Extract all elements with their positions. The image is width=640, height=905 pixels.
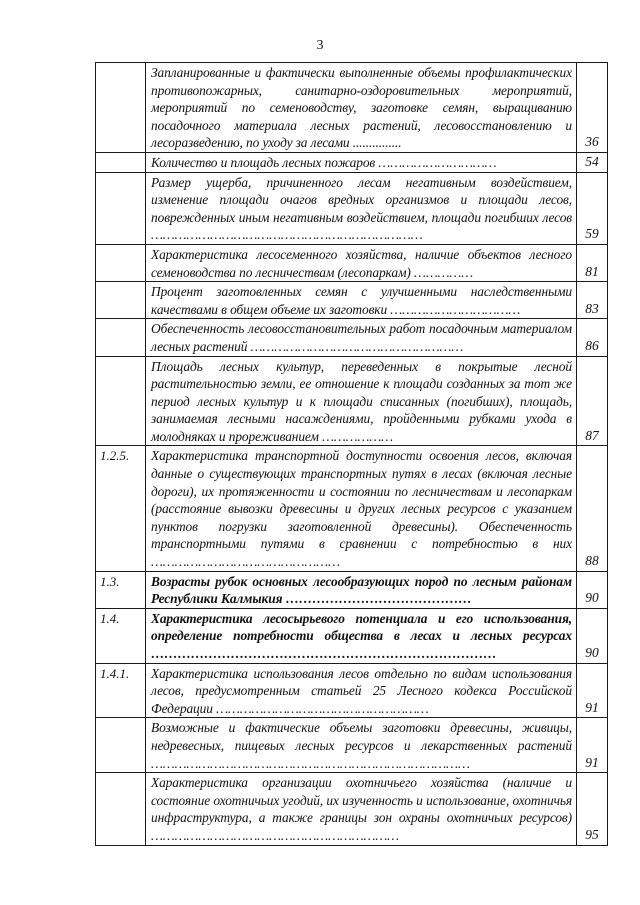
section-title: Площадь лесных культур, переведенных в покрытые лесной растительностью земли, ее отношение к площади созданных за тот же период лесных культур и к площади списанных (погибших), площадь, занимаемая лесными насаждениями, пройденными рубками ухода в молодняках и прореживанием ……………… (146, 356, 577, 446)
section-title: Возрасты рубок основных лесообразующих пород по лесным районам Республики Калмыкия …………………………………… (146, 571, 577, 608)
section-number (96, 773, 146, 845)
toc-row (96, 446, 608, 571)
page-ref: 54 (577, 152, 608, 172)
toc-row (96, 773, 608, 845)
section-number (96, 63, 146, 153)
section-number (96, 718, 146, 773)
toc-row (96, 718, 608, 773)
page-ref: 95 (577, 773, 608, 845)
page-ref: 86 (577, 319, 608, 356)
section-number: 1.4.1. (96, 663, 146, 718)
toc-row (96, 608, 608, 663)
page-ref: 81 (577, 244, 608, 281)
table-of-contents (95, 62, 608, 846)
section-title: Характеристика организации охотничьего хозяйства (наличие и состояние охотничьих угодий, их изученность и использование, охотничья инфраструктура, а также границы зон охраны охотничьих ресурсов) ……………………………………………………… (146, 773, 577, 845)
page-ref: 90 (577, 608, 608, 663)
toc-row (96, 319, 608, 356)
section-number (96, 356, 146, 446)
section-number: 1.4. (96, 608, 146, 663)
section-title: Характеристика транспортной доступности освоения лесов, включая данные о существующих транспортных путях в лесах (включая лесные дороги), их протяженности и состоянии по лесничествам и лесопаркам (расстояние вывозки древесины и других лесных ресурсов с указанием пунктов погрузки заготовленной древесины). Обеспеченность транспортными путями в сравнении с потребностью в них ………………………………………… (146, 446, 577, 571)
toc-row (96, 152, 608, 172)
section-title: Характеристика лесосырьевого потенциала и его использования, определение потребности общества в лесах и лесных ресурсах …………………………………………………………………… (146, 608, 577, 663)
section-title: Обеспеченность лесовосстановительных работ посадочным материалом лесных растений ……………………………………………… (146, 319, 577, 356)
section-title: Количество и площадь лесных пожаров ………………………… (146, 152, 577, 172)
page-ref: 59 (577, 172, 608, 244)
page-ref: 91 (577, 663, 608, 718)
section-title: Характеристика использования лесов отдельно по видам использования лесов, предусмотренным статьей 25 Лесного кодекса Российской Федерации ……………………………………………… (146, 663, 577, 718)
page-ref: 90 (577, 571, 608, 608)
section-number (96, 172, 146, 244)
page-ref: 36 (577, 63, 608, 153)
section-number: 1.3. (96, 571, 146, 608)
page-ref: 91 (577, 718, 608, 773)
toc-row (96, 282, 608, 319)
section-title: Процент заготовленных семян с улучшенными наследственными качествами в общем объеме их заготовки …………………………… (146, 282, 577, 319)
page-number: 3 (316, 38, 324, 53)
section-number (96, 319, 146, 356)
toc-row (96, 663, 608, 718)
toc-row (96, 172, 608, 244)
page-ref: 83 (577, 282, 608, 319)
page-ref: 87 (577, 356, 608, 446)
section-title: Размер ущерба, причиненного лесам негативным воздействием, изменение площади очагов вредных организмов и площади лесов, поврежденных иным негативным воздействием, площади погибших лесов …………………………………………………………… (146, 172, 577, 244)
section-title: Запланированные и фактически выполненные объемы профилактических противопожарных, санитарно-оздоровительных мероприятий, мероприятий по семеноводству, заготовке семян, выращиванию посадочного материала лесных растений, лесовосстановлению и лесоразведению, по уходу за лесами ............... (146, 63, 577, 153)
toc-row (96, 63, 608, 153)
section-number (96, 152, 146, 172)
toc-row (96, 571, 608, 608)
section-number: 1.2.5. (96, 446, 146, 571)
toc-row (96, 244, 608, 281)
page-ref: 88 (577, 446, 608, 571)
section-title: Характеристика лесосеменного хозяйства, наличие объектов лесного семеноводства по лесничествам (лесопаркам) …………… (146, 244, 577, 281)
section-number (96, 282, 146, 319)
section-number (96, 244, 146, 281)
section-title: Возможные и фактические объемы заготовки древесины, живицы, недревесных, пищевых лесных ресурсов и лекарственных растений ……………………………………………………………………… (146, 718, 577, 773)
toc-row (96, 356, 608, 446)
